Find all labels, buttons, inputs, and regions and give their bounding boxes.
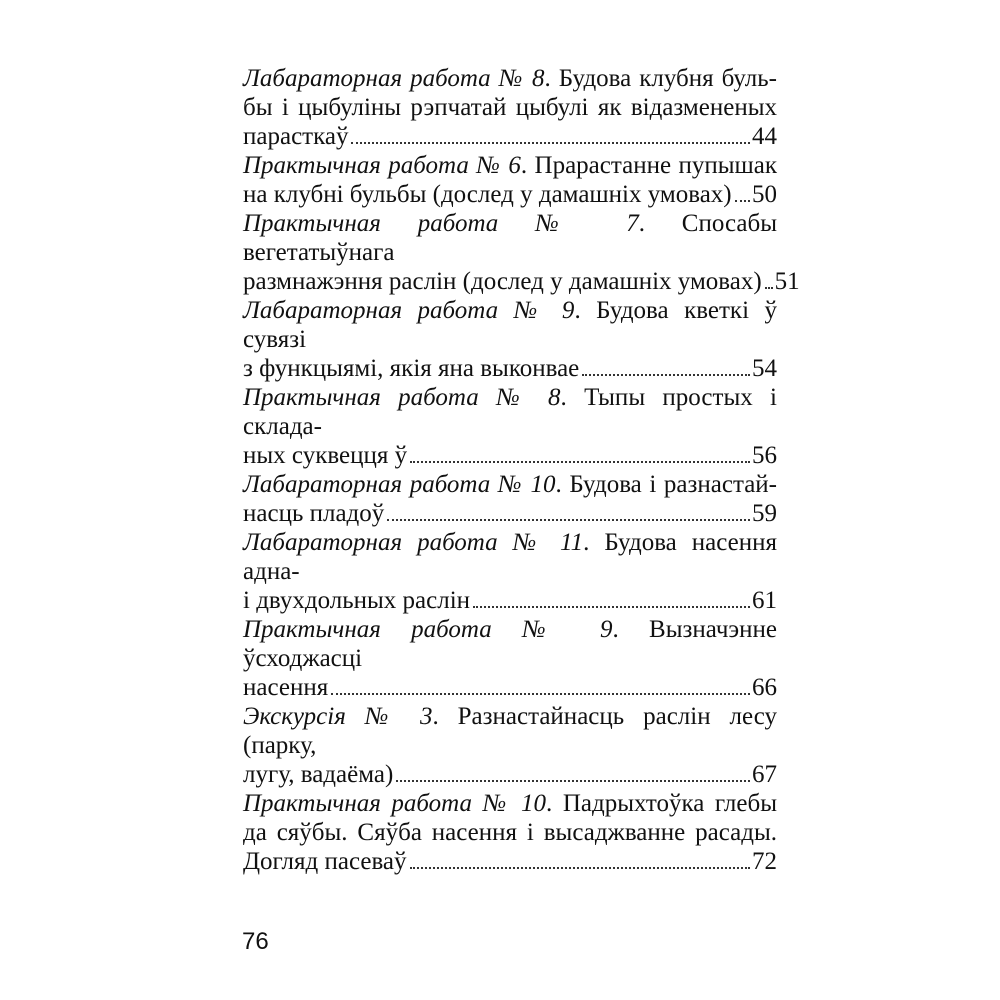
toc-entry-title: Практычная работа № 6: [243, 152, 521, 179]
toc-entry: [243, 64, 777, 151]
dot-leader: [351, 142, 750, 144]
dot-leader: [473, 606, 750, 608]
dot-leader: [387, 519, 750, 521]
toc-entry: [243, 151, 777, 209]
toc-entry-title: Практычная работа № 8: [243, 384, 561, 411]
toc-entry-text: . Прарастанне пупышак: [520, 152, 777, 179]
toc-entry-text: і двухдольных раслін: [243, 587, 471, 614]
toc-page-number: 61: [752, 587, 777, 614]
toc-entry-title: Практычная работа № 9: [243, 616, 613, 643]
toc-entry-text: . Разнастайнасць раслін лесу (парку,: [243, 703, 777, 759]
toc-entry-text: . Тыпы простых і складa-: [243, 384, 778, 440]
toc-entry-text: ных суквецця ў: [243, 442, 408, 469]
toc-entry: [243, 615, 777, 702]
toc-entry-text: насць пладоў: [243, 500, 385, 527]
toc-entry-last-line: [243, 760, 777, 789]
toc-entry-text: лугу, вадаёма): [243, 761, 394, 788]
toc-entry: [243, 702, 777, 789]
toc-entry-title: Практычная работа № 7: [243, 210, 639, 237]
dot-leader: [396, 780, 750, 782]
toc-entry: [243, 383, 777, 470]
toc-entry-text: . Будова клубня буль-: [544, 65, 777, 92]
toc-entry-text: . Будова насення адна-: [243, 529, 777, 585]
toc-entry-title: Экскурсія № 3: [243, 703, 433, 730]
toc-entry-last-line: [243, 847, 777, 876]
toc-entry-first-line: [243, 209, 777, 267]
toc-entry-last-line: [243, 354, 777, 383]
toc-entry-first-line: [243, 64, 777, 93]
toc-entry-line: бы і цыбуліны рэпчатай цыбулі як відазмененых: [243, 94, 777, 121]
dot-leader: [410, 867, 750, 869]
toc-entry-title: Лабараторная работа № 8: [243, 65, 545, 92]
table-of-contents: [243, 64, 800, 876]
toc-entry-text: парасткаў: [243, 123, 349, 150]
toc-entry-text: . Будова кветкі ў сувязі: [243, 297, 777, 353]
toc-entry: [243, 528, 777, 615]
toc-entry: [243, 296, 777, 383]
toc-entry: [243, 470, 777, 528]
toc-entry: [243, 789, 777, 876]
toc-entry-last-line: [243, 180, 777, 209]
toc-entry-last-line: [243, 267, 800, 296]
toc-entry-text: Догляд пасеваў: [243, 848, 407, 875]
toc-entry: [243, 209, 800, 296]
toc-entry-first-line: [243, 383, 777, 441]
toc-entry-last-line: [243, 499, 777, 528]
dot-leader: [582, 374, 750, 376]
dot-leader: [410, 461, 750, 463]
toc-entry-first-line: [243, 528, 777, 586]
toc-page-number: 54: [752, 355, 777, 382]
toc-entry-text: насення: [243, 674, 329, 701]
dot-leader: [765, 287, 773, 289]
toc-page-number: 51: [774, 268, 800, 295]
toc-entry-last-line: [243, 122, 777, 151]
toc-entry-text: з функцыямі, якія яна выконвае: [243, 355, 580, 382]
toc-page-number: 59: [752, 500, 777, 527]
dot-leader: [331, 693, 750, 695]
toc-entry-title: Лабараторная работа № 9: [243, 297, 575, 324]
toc-entry-text: размнажэння раслін (дослед у дамашніх умовах): [243, 268, 762, 295]
toc-entry-text: на клубні бульбы (дослед у дамашніх умовах): [243, 181, 732, 208]
toc-entry-first-line: [243, 789, 777, 818]
toc-entry-first-line: [243, 151, 777, 180]
toc-entry-text: . Будова і разнастай-: [555, 471, 777, 498]
toc-entry-first-line: [243, 702, 777, 760]
dot-leader: [735, 200, 750, 202]
toc-entry-title: Лабараторная работа № 11: [243, 529, 584, 556]
toc-page-number: 72: [752, 848, 777, 875]
toc-entry-text: . Падрыхтоўка глебы: [546, 790, 778, 817]
toc-entry-line: да сяўбы. Сяўба насення і высаджванне расады.: [243, 819, 777, 846]
toc-page-number: 44: [752, 123, 777, 150]
toc-page-number: 50: [752, 181, 777, 208]
toc-entry-title: Практычная работа № 10: [243, 790, 547, 817]
toc-entry-last-line: [243, 441, 777, 470]
toc-entry-first-line: [243, 615, 777, 673]
toc-entry-last-line: [243, 673, 777, 702]
toc-entry-text: . Спосабы вегетатыўнага: [243, 210, 777, 266]
page-number: 76: [242, 928, 269, 955]
toc-entry-last-line: [243, 586, 777, 615]
toc-page-number: 66: [752, 674, 777, 701]
toc-entry-first-line: [243, 470, 777, 499]
toc-entry-title: Лабараторная работа № 10: [243, 471, 556, 498]
toc-page-number: 67: [752, 761, 777, 788]
toc-page-number: 56: [752, 442, 777, 469]
toc-entry-text: . Вызначэнне ўсходжасці: [243, 616, 777, 672]
toc-entry-first-line: [243, 296, 777, 354]
